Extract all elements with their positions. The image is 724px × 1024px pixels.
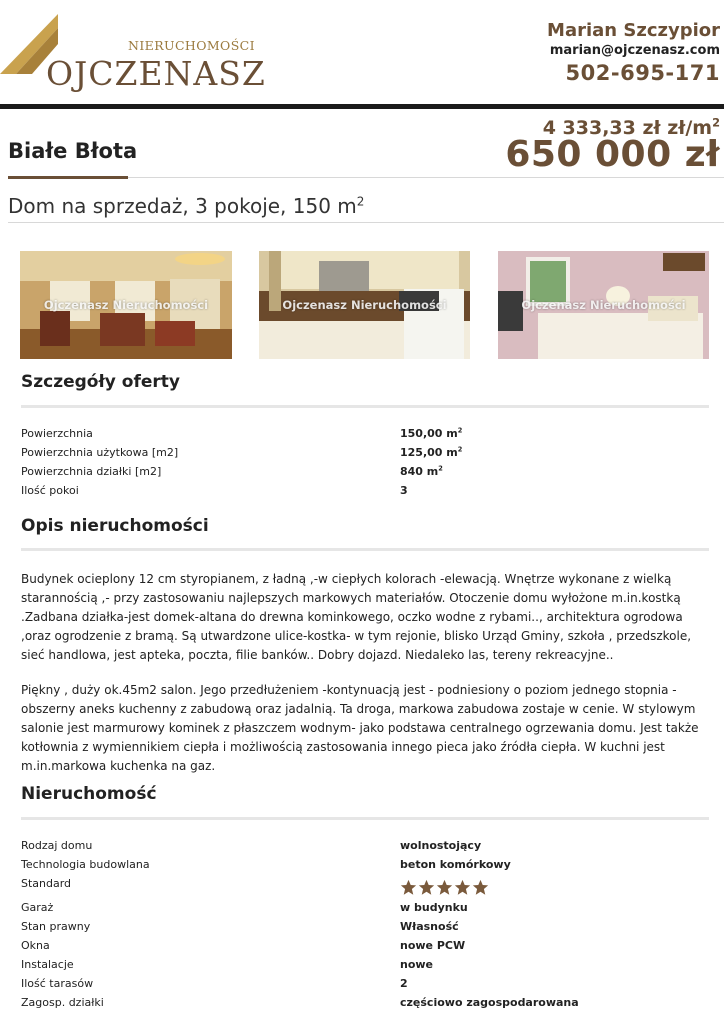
details-row-value-sup: 2 bbox=[457, 445, 463, 454]
description-heading: Opis nieruchomości bbox=[21, 516, 209, 536]
star-icon bbox=[472, 879, 489, 896]
details-row-value-sup: 2 bbox=[457, 426, 463, 435]
property-row bbox=[21, 901, 709, 920]
details-row bbox=[21, 446, 709, 465]
description-paragraph: Piękny , duży ok.45m2 salon. Jego przedłużeniem -kontynuacją jest - podniesiony o poziom jednego stopnia - obszerny aneks kuchenny z zabudową oraz jadalnią. Ta droga, markowa zabudowa zostaje w cenie. W stylowym salonie jest marmurowy kominek z płaszczem wodnym- jako podstawa centralnego ogrzewania domu. Jest także kotłownia z wymiennikiem ciepła i możliwością zastosowania innego pieca jako źródła ciepła. W kuchni jest m.in.markowa kuchenka na gaz. bbox=[21, 683, 699, 773]
header-divider bbox=[0, 104, 724, 109]
property-row bbox=[21, 939, 709, 958]
star-icon bbox=[454, 879, 471, 896]
listing-location: Białe Błota bbox=[8, 139, 138, 163]
property-row-label: Rodzaj domu bbox=[21, 839, 93, 852]
details-row-label: Ilość pokoi bbox=[21, 484, 79, 497]
photo-watermark: Ojczenasz Nieruchomości bbox=[521, 298, 686, 312]
details-row-value: 3 bbox=[400, 484, 408, 497]
property-row-value: 2 bbox=[400, 977, 408, 990]
photo-kitchen[interactable] bbox=[259, 251, 470, 359]
title-underline bbox=[8, 176, 128, 179]
property-divider bbox=[21, 817, 709, 820]
property-row-label: Instalacje bbox=[21, 958, 74, 971]
property-row-label: Garaż bbox=[21, 901, 54, 914]
property-row-label: Standard bbox=[21, 877, 72, 890]
property-row-label: Ilość tarasów bbox=[21, 977, 94, 990]
property-row bbox=[21, 958, 709, 977]
property-row-value: Własność bbox=[400, 920, 459, 933]
agent-contact bbox=[547, 20, 720, 86]
title-divider bbox=[128, 177, 724, 178]
star-icon bbox=[418, 879, 435, 896]
logo-subtitle: NIERUCHOMOŚCI bbox=[128, 38, 255, 53]
agent-phone[interactable]: 502-695-171 bbox=[565, 61, 720, 85]
star-icon bbox=[436, 879, 453, 896]
property-row bbox=[21, 839, 709, 858]
property-row-value: częściowo zagospodarowana bbox=[400, 996, 579, 1009]
photo-watermark: Ojczenasz Nieruchomości bbox=[43, 298, 209, 312]
standard-rating bbox=[400, 879, 489, 896]
details-row-value-text: 150,00 m bbox=[400, 427, 458, 440]
property-row-label: Technologia budowlana bbox=[21, 858, 150, 871]
listing-subtitle-text: Dom na sprzedaż, 3 pokoje, 150 m bbox=[8, 194, 357, 218]
property-row-label: Okna bbox=[21, 939, 50, 952]
property-row-value: w budynku bbox=[400, 901, 468, 914]
price-per-m2-sup: 2 bbox=[712, 115, 720, 130]
property-row-value: wolnostojący bbox=[400, 839, 482, 852]
price-per-m2-value: 4 333,33 zł zł/m bbox=[542, 117, 713, 139]
star-icon bbox=[400, 879, 417, 896]
subtitle-divider bbox=[8, 222, 724, 223]
property-row bbox=[21, 920, 709, 939]
photo-living-room[interactable] bbox=[20, 251, 232, 359]
property-row-value: nowe PCW bbox=[400, 939, 466, 952]
details-divider bbox=[21, 405, 709, 408]
logo-name: OJCZENASZ bbox=[46, 54, 266, 93]
details-row bbox=[21, 484, 709, 503]
property-row-value: beton komórkowy bbox=[400, 858, 511, 871]
property-row bbox=[21, 996, 709, 1015]
details-row-value bbox=[400, 446, 462, 459]
property-row-label: Stan prawny bbox=[21, 920, 91, 933]
agent-name: Marian Szczypior bbox=[547, 20, 720, 41]
details-row-value bbox=[400, 427, 462, 440]
agent-email[interactable]: marian@ojczenasz.com bbox=[549, 43, 720, 58]
price-total: 650 000 zł bbox=[505, 134, 720, 175]
details-row-value bbox=[400, 465, 443, 478]
company-logo[interactable] bbox=[0, 10, 266, 100]
page-header bbox=[0, 0, 724, 104]
property-row bbox=[21, 858, 709, 877]
details-row-value-text: 125,00 m bbox=[400, 446, 458, 459]
details-row-label: Powierzchnia użytkowa [m2] bbox=[21, 446, 179, 459]
listing-subtitle bbox=[8, 194, 364, 218]
details-row bbox=[21, 465, 709, 484]
details-row-label: Powierzchnia bbox=[21, 427, 93, 440]
photo-bedroom[interactable] bbox=[498, 251, 709, 359]
photo-watermark: Ojczenasz Nieruchomości bbox=[282, 298, 447, 312]
property-row bbox=[21, 877, 709, 901]
listing-subtitle-sup: 2 bbox=[356, 194, 365, 209]
details-row-label: Powierzchnia działki [m2] bbox=[21, 465, 162, 478]
details-row-value-text: 840 m bbox=[400, 465, 439, 478]
property-heading: Nieruchomość bbox=[21, 784, 157, 804]
description-paragraph: Budynek ocieplony 12 cm styropianem, z ładną ,-w ciepłych kolorach -elewacją. Wnętrze wykonane z wielką starannością ,- przy zastosowaniu najlepszych markowych materiałów. Otoczenie domu wyłożone m.in.kostką .Zadbana działka-jest domek-altana do drewna kominkowego, oczko wodne z rybami.., architektura ogrodowa ,oraz ogrodzenie z bramą. Są utwardzone ulice-kostka- w tym rejonie, blisko Urząd Gminy, szkoła , przedszkole, sieć handlowa, jest apteka, poczta, filie banków.. Dobry dojazd. Niedaleko las, tereny rekreacyjne.. bbox=[21, 572, 692, 662]
details-row-value-sup: 2 bbox=[438, 464, 443, 473]
property-row-label: Zagosp. działki bbox=[21, 996, 104, 1009]
description-divider bbox=[21, 548, 709, 551]
details-heading: Szczegóły oferty bbox=[21, 372, 180, 392]
property-row bbox=[21, 977, 709, 996]
property-row-value: nowe bbox=[400, 958, 434, 971]
details-row bbox=[21, 427, 709, 446]
